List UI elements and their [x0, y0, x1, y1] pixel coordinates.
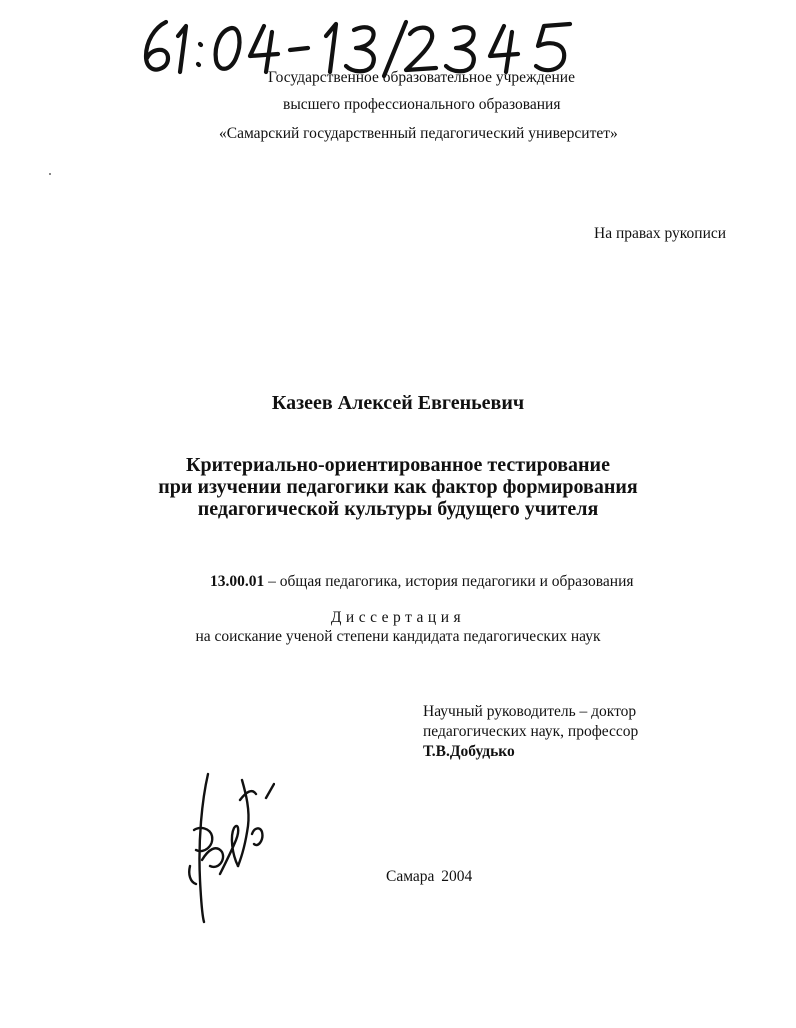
- specialty-description: – общая педагогика, история педагогики и образования: [268, 573, 634, 590]
- city-year: Самара 2004: [386, 868, 473, 885]
- author-name: Казеев Алексей Евгеньевич: [271, 392, 525, 414]
- specialty-code: 13.00.01: [210, 573, 265, 590]
- dissertation-title-line-3: педагогической культуры будущего учителя: [197, 498, 599, 520]
- manuscript-rights-note: На правах рукописи: [594, 225, 727, 242]
- supervisor-line-1: Научный руководитель – доктор: [423, 703, 637, 720]
- supervisor-name: Т.В.Добудько: [423, 743, 515, 760]
- specialty-line: [210, 573, 634, 591]
- institution-line-2: высшего профессионального образования: [283, 96, 561, 113]
- dissertation-title-line-1: Критериально-ориентированное тестирование: [186, 454, 610, 476]
- degree-line: на соискание ученой степени кандидата педагогических наук: [195, 628, 601, 645]
- dissertation-title-line-2: при изучении педагогики как фактор формирования: [158, 476, 638, 498]
- supervisor-line-2: педагогических наук, профессор: [423, 723, 639, 740]
- handwritten-signature-icon: [180, 770, 275, 925]
- institution-line-3: «Самарский государственный педагогический университет»: [219, 125, 618, 142]
- document-type: Диссертация: [330, 609, 466, 626]
- institution-line-1: Государственное образовательное учреждение: [268, 69, 575, 86]
- supervisor-block: [423, 702, 638, 762]
- scan-speck: [49, 173, 51, 175]
